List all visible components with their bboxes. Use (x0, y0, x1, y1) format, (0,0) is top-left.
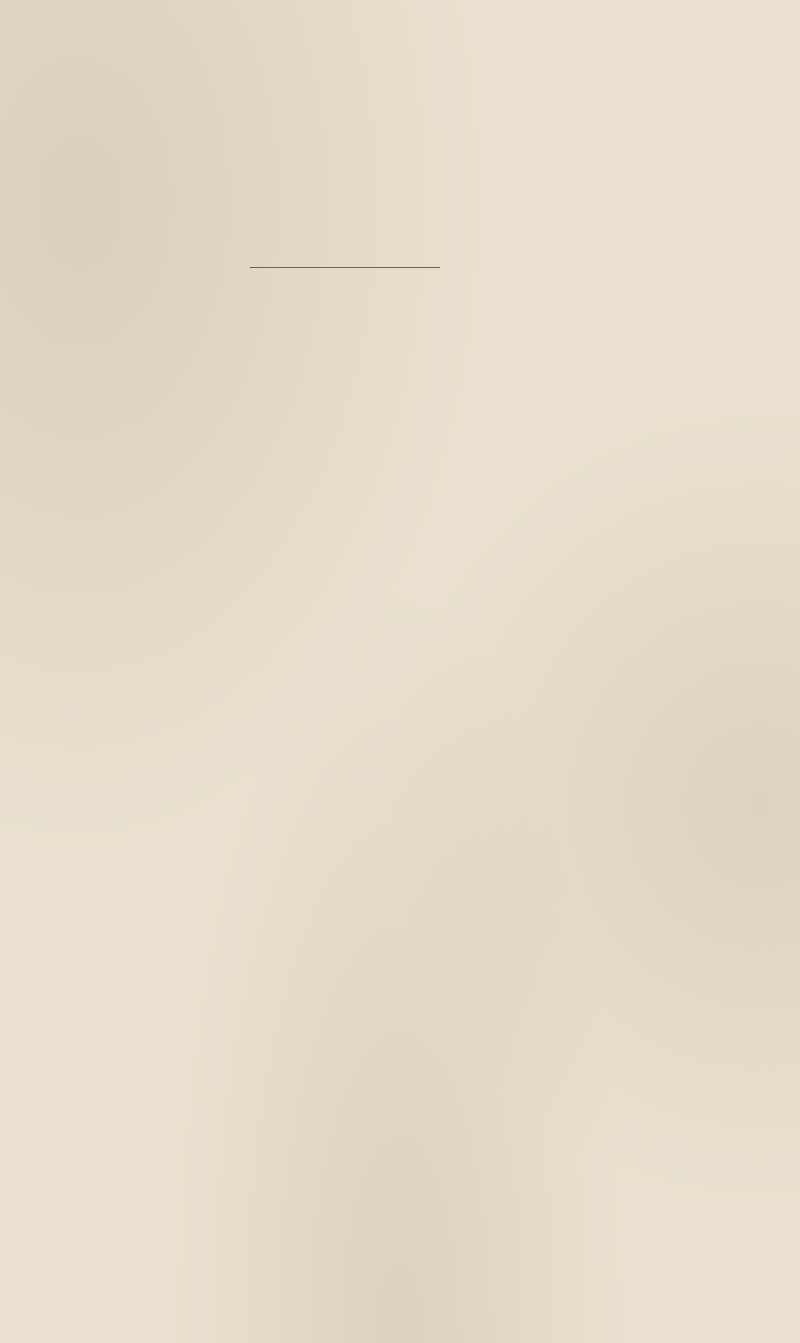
chapter-heading (218, 1077, 236, 1110)
section-heading (42, 513, 60, 546)
title-rule (250, 267, 440, 268)
division-heading (160, 718, 178, 751)
part-heading (130, 412, 148, 445)
subdivision-heading (218, 1022, 236, 1055)
